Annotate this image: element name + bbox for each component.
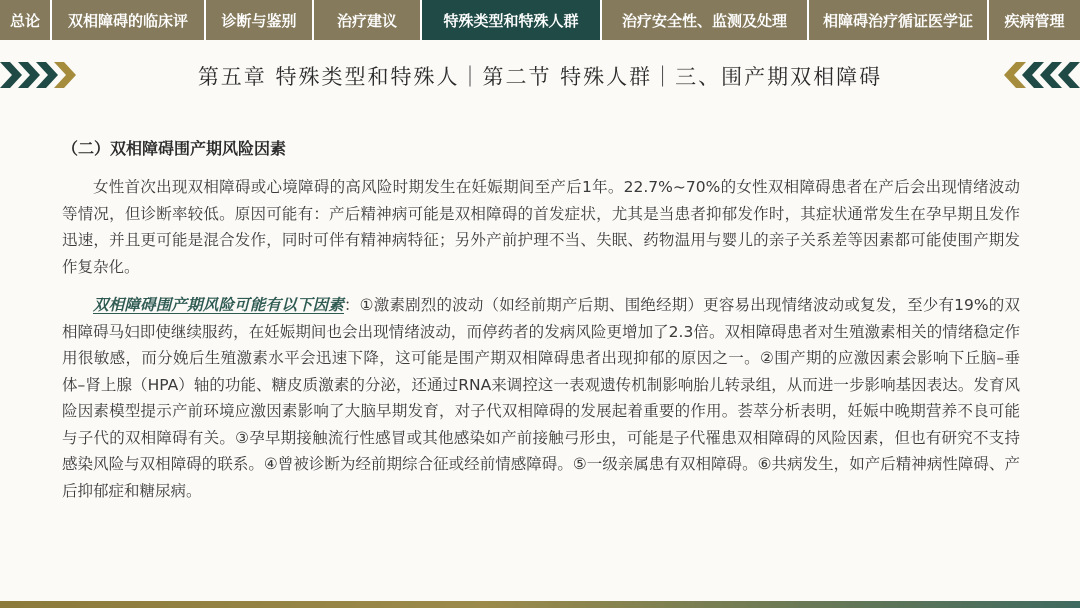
slide-header bbox=[0, 56, 1080, 96]
tab-disease-management[interactable]: 疾病管理 bbox=[989, 0, 1080, 40]
tab-overview[interactable]: 总论 bbox=[0, 0, 52, 40]
section-title: 第五章 特殊类型和特殊人｜第二节 特殊人群｜三、围产期双相障碍 bbox=[197, 65, 883, 89]
tab-special-populations[interactable]: 特殊类型和特殊人群 bbox=[422, 0, 602, 40]
tab-treatment-safety[interactable]: 治疗安全性、监测及处理 bbox=[602, 0, 809, 40]
risk-factors-emphasis: 双相障碍围产期风险可能有以下因素 bbox=[93, 296, 344, 314]
slide-content bbox=[62, 136, 1020, 516]
subsection-heading: （二）双相障碍围产期风险因素 bbox=[62, 139, 287, 158]
chevron-left-decoration-icon bbox=[994, 62, 1080, 88]
paragraph-risk-factors bbox=[62, 292, 1020, 504]
paragraph-intro: 女性首次出现双相障碍或心境障碍的高风险时期发生在妊娠期间至产后1年。22.7%~70%的女性双相障碍患者在产后会出现情绪波动等情况，但诊断率较低。原因可能有：产后精神病可能是双相障碍的首发症状，尤其是当患者抑郁发作时，其症状通常发生在孕早期且发作迅速，并且更可能是混合发作，同时可伴有精神病特征；另外产前护理不当、失眠、药物温用与婴儿的亲子关系差等因素都可能使围产期发作复杂化。 bbox=[62, 178, 1020, 276]
top-nav-tabs bbox=[0, 0, 1080, 40]
chevron-right-decoration-icon bbox=[0, 62, 86, 88]
tab-treatment[interactable]: 治疗建议 bbox=[314, 0, 422, 40]
footer-bar bbox=[0, 601, 1080, 608]
tab-clinical-assessment[interactable]: 双相障碍的临床评 bbox=[52, 0, 206, 40]
tab-diagnosis[interactable]: 诊断与鉴别 bbox=[206, 0, 314, 40]
risk-factors-body: ：①激素剧烈的波动（如经前期产后期、围绝经期）更容易出现情绪波动或复发，至少有19%的双相障碍马妇即使继续服药，在妊娠期间也会出现情绪波动，而停药者的发病风险更增加了2.3倍。双相障碍患者对生殖激素相关的情绪稳定作用很敏感，而分娩后生殖激素水平会迅速下降，这可能是围产期双相障碍患者出现抑郁的原因之一。②围产期的应激因素会影响下丘脑–垂体–肾上腺（HPA）轴的功能、糖皮质激素的分泌，还通过RNA来调控这一表观遗传机制影响胎儿转录组，从而进一步影响基因表达。发育风险因素模型提示产前环境应激因素影响了大脑早期发育，对子代双相障碍的发展起着重要的作用。荟萃分析表明，妊娠中晚期营养不良可能与子代的双相障碍有关。③孕早期接触流行性感冒或其他感染如产前接触弓形虫，可能是子代罹患双相障碍的风险因素，但也有研究不支持感染风险与双相障碍的联系。④曾被诊断为经前期综合征或经前情感障碍。⑤一级亲属患有双相障碍。⑥共病发生，如产后精神病性障碍、产后抑郁症和糖尿病。 bbox=[62, 296, 1020, 500]
tab-evidence-based[interactable]: 相障碍治疗循证医学证 bbox=[809, 0, 989, 40]
